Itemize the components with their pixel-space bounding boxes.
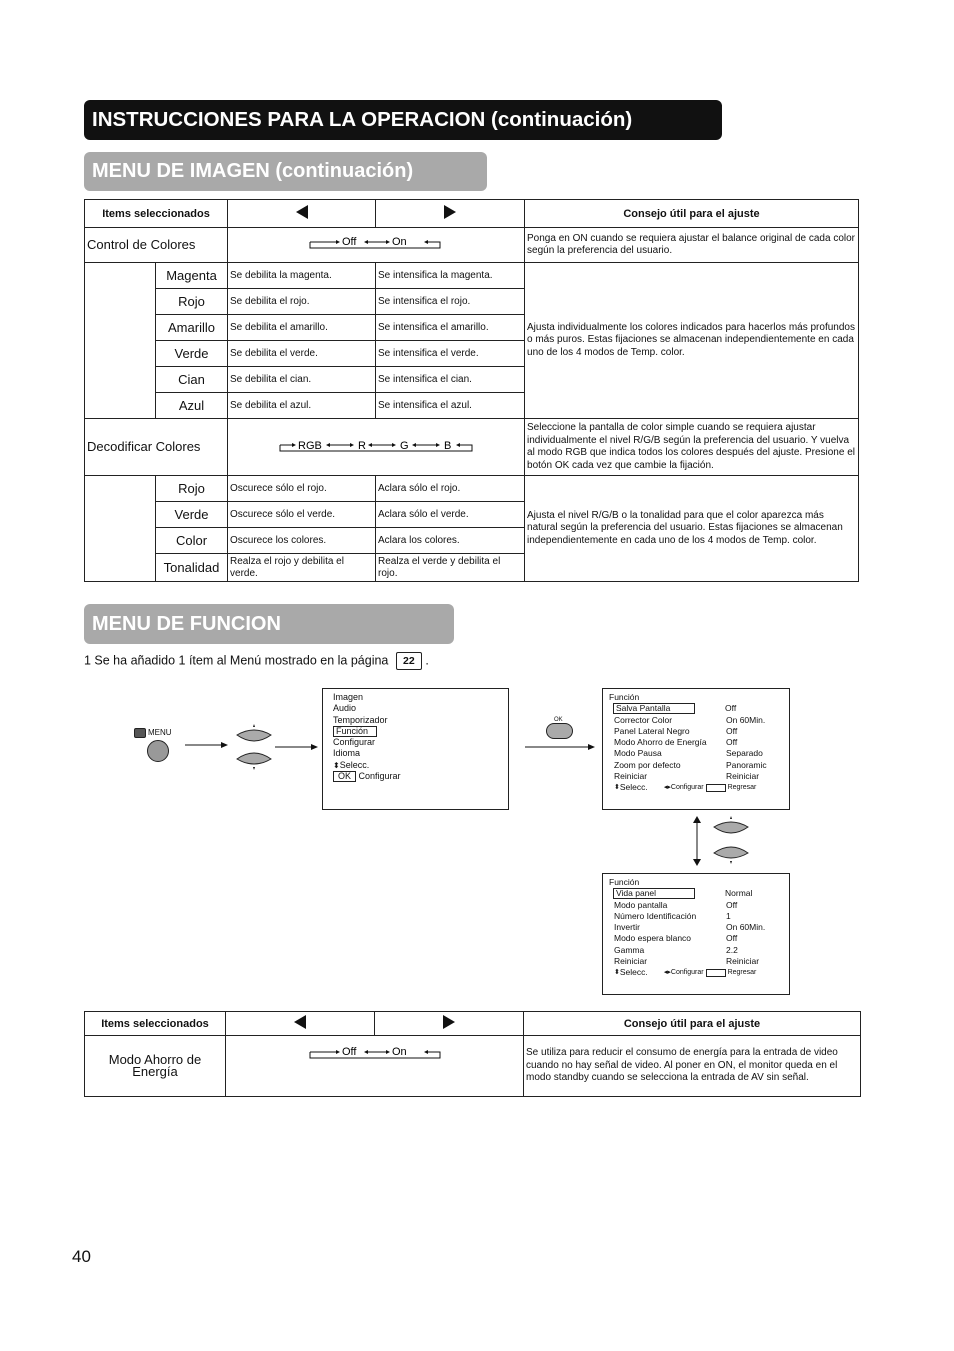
menu-button-label: MENU [148,728,172,737]
modo-ahorro-tip: Se utiliza para reducir el consumo de energía para la entrada de video cuando no hay señal de video. Al poner en ON, el monitor queda en el modo standby cuando se selecciona la entrada de AV sin señal. [524,1036,861,1097]
menu-row-value: Off [726,933,738,944]
colors-tip: Ajusta individualmente los colores indicados para hacerlos más profundos o más puros. Estas fijaciones se almacenan independientemente en cada uno de los 4 modos de Temp. color. [525,263,859,419]
ok-button-label: OK [554,717,563,723]
colors-group-spacer [85,263,156,419]
rgb-group-spacer [85,476,156,582]
up-down-buttons-icon [236,723,272,771]
off-option: Off [342,236,357,248]
increase-header [375,1012,524,1036]
leftright-arrow-icon: ◂▸ [663,969,671,977]
ok-key-label: OK [333,771,356,782]
left-arrow-icon [294,1015,306,1029]
note-text: 1 Se ha añadido 1 ítem al Menú mostrado en la página [84,653,389,668]
rgb-increase: Aclara sólo el rojo. [376,476,525,502]
up-down-buttons-icon [713,815,749,865]
rgb-name: Verde [156,502,228,528]
menu-title: Función [609,692,640,702]
off-on-sequence-diagram [228,232,524,254]
color-increase: Se intensifica el amarillo. [376,315,525,341]
menu-row-value: Reiniciar [726,956,760,967]
rgb-name: Tonalidad [156,554,228,582]
menu-row-key[interactable]: Número Identificación [614,910,697,921]
rgb-sequence-diagram [228,433,524,457]
on-option: On [392,236,407,248]
rgb-decrease: Oscurece sólo el rojo. [228,476,376,502]
control-colores-tip: Ponga en ON cuando se requiera ajustar el balance original de cada color según la preferencia del usuario. [525,228,859,263]
menu-row-value: 2.2 [726,944,738,955]
menu-item[interactable]: Configurar [333,737,376,748]
decodificar-tip: Seleccione la pantalla de color simple cuando se requiera ajustar individualmente el nivel R/G/B según la preferencia del usuario. Y vuelva al modo RGB que indica todos los colores después del ajuste. Presione el botón OK cada vez que cambie la fijación. [525,419,859,476]
col-items-header: Items seleccionados [85,1012,226,1036]
color-decrease: Se debilita el amarillo. [228,315,376,341]
select-hint: Selecc. [339,759,370,770]
menu-row-key[interactable]: Reiniciar [614,956,648,967]
leftright-arrow-icon: ◂▸ [663,784,671,792]
menu-row-selected[interactable]: Vida panel [613,888,695,899]
menu-row-value: Panoramic [726,759,767,770]
back-hint: Regresar [727,784,757,792]
col-items-header: Items seleccionados [85,200,228,228]
off-option: Off [342,1046,357,1058]
configure-hint: Configurar [670,969,704,977]
return-key-icon [706,969,726,977]
modo-ahorro-sequence [226,1036,524,1097]
menu-item[interactable]: Idioma [333,748,361,759]
rgb-increase: Aclara sólo el verde. [376,502,525,528]
color-name: Azul [156,393,228,419]
menu-row-value: Separado [726,748,763,759]
note-end: . [425,653,429,668]
return-key-icon [706,784,726,792]
color-increase: Se intensifica el verde. [376,341,525,367]
rgb-name: Color [156,528,228,554]
rgb-tip: Ajusta el nivel R/G/B o la tonalidad para que el color aparezca más natural según la preferencia del usuario. Estas fijaciones se almacenan independientemente en cada uno de los 4 modos de Temp. color. [525,476,859,582]
color-name: Magenta [156,263,228,289]
select-hint: Selecc. [619,782,648,793]
left-arrow-icon [296,205,308,219]
rgb-increase: Realza el verde y debilita el rojo. [376,554,525,582]
control-colores-sequence [228,228,525,263]
funcion-table [84,1011,861,1097]
menu-row-key[interactable]: Corrector Color [614,714,673,725]
color-decrease: Se debilita el verde. [228,341,376,367]
added-item-note [84,652,429,670]
menu-row-value: Off [725,703,737,714]
menu-item[interactable]: Temporizador [333,714,388,725]
decodificar-colores-label: Decodificar Colores [85,419,228,476]
right-arrow-icon [443,1015,455,1029]
menu-row-key[interactable]: Gamma [614,944,645,955]
menu-row-value: 1 [726,910,731,921]
section-title-funcion: MENU DE FUNCION [84,604,454,644]
decrease-header [228,200,376,228]
color-name: Cian [156,367,228,393]
page-title: INSTRUCCIONES PARA LA OPERACION (continuación) [84,100,722,140]
menu-row-value: On 60Min. [726,714,766,725]
menu-row-key[interactable]: Panel Lateral Negro [614,725,690,736]
rgb-increase: Aclara los colores. [376,528,525,554]
right-arrow-icon [444,205,456,219]
select-hint: Selecc. [619,967,648,978]
menu-row-value: Reiniciar [726,771,760,782]
page-switch-arrow [690,815,704,867]
modo-ahorro-label: Modo Ahorro de Energía [85,1036,226,1097]
menu-row-key[interactable]: Zoom por defecto [614,759,681,770]
menu-row-value: Off [726,899,738,910]
col-tip-header: Consejo útil para el ajuste [524,1012,861,1036]
color-name: Amarillo [156,315,228,341]
page-reference-icon: 22 [396,652,422,670]
rgb-decrease: Realza el rojo y debilita el verde. [228,554,376,582]
r-option: R [358,440,366,452]
menu-row-key[interactable]: Reiniciar [614,771,648,782]
decodificar-sequence [228,419,525,476]
menu-item-funcion-selected[interactable]: Función [333,726,377,737]
back-hint: Regresar [727,969,757,977]
color-increase: Se intensifica el azul. [376,393,525,419]
menu-row-value: Off [726,725,738,736]
menu-button-icon [134,728,146,738]
col-tip-header: Consejo útil para el ajuste [525,200,859,228]
page-number: 40 [72,1247,91,1266]
color-decrease: Se debilita el cian. [228,367,376,393]
updown-arrow-icon: ⬍ [614,969,620,977]
menu-row-key[interactable]: Invertir [614,922,640,933]
on-option: On [392,1046,407,1058]
g-option: G [400,440,409,452]
main-menu-screen [322,688,509,810]
ok-hint: Configurar [358,771,401,782]
menu-row-key[interactable]: Modo espera blanco [614,933,692,944]
color-decrease: Se debilita el rojo. [228,289,376,315]
configure-hint: Configurar [670,784,704,792]
up-down-pad[interactable] [236,723,272,771]
up-down-pad[interactable] [713,815,749,865]
menu-row-key[interactable]: Modo pantalla [614,899,668,910]
rgb-decrease: Oscurece los colores. [228,528,376,554]
increase-header [376,200,525,228]
updown-arrow-icon: ⬍ [614,784,620,792]
menu-row-value: On 60Min. [726,922,766,933]
color-increase: Se intensifica el cian. [376,367,525,393]
color-name: Verde [156,341,228,367]
funcion-menu-page2 [602,873,790,995]
rgb-name: Rojo [156,476,228,502]
rgb-option: RGB [298,440,322,452]
rgb-decrease: Oscurece sólo el verde. [228,502,376,528]
color-decrease: Se debilita la magenta. [228,263,376,289]
menu-item[interactable]: Imagen [333,692,364,702]
ok-button[interactable] [546,723,573,739]
off-on-sequence-diagram [226,1044,524,1066]
color-decrease: Se debilita el azul. [228,393,376,419]
menu-row-selected[interactable]: Salva Pantalla [613,703,695,714]
color-name: Rojo [156,289,228,315]
decrease-header [226,1012,375,1036]
updown-arrow-icon: ⬍ [333,760,340,770]
menu-row-value: Off [726,737,738,748]
menu-row-key[interactable]: Modo Ahorro de Energía [614,737,707,748]
imagen-table [84,199,859,582]
color-increase: Se intensifica la magenta. [376,263,525,289]
menu-row-key[interactable]: Modo Pausa [614,748,662,759]
menu-row-value: Normal [725,888,753,899]
menu-item[interactable]: Audio [333,703,357,714]
section-title-imagen: MENU DE IMAGEN (continuación) [84,152,487,191]
menu-title: Función [609,877,640,887]
b-option: B [444,440,452,452]
menu-button[interactable] [147,740,169,762]
control-colores-label: Control de Colores [85,228,228,263]
color-increase: Se intensifica el rojo. [376,289,525,315]
funcion-menu-page1 [602,688,790,810]
